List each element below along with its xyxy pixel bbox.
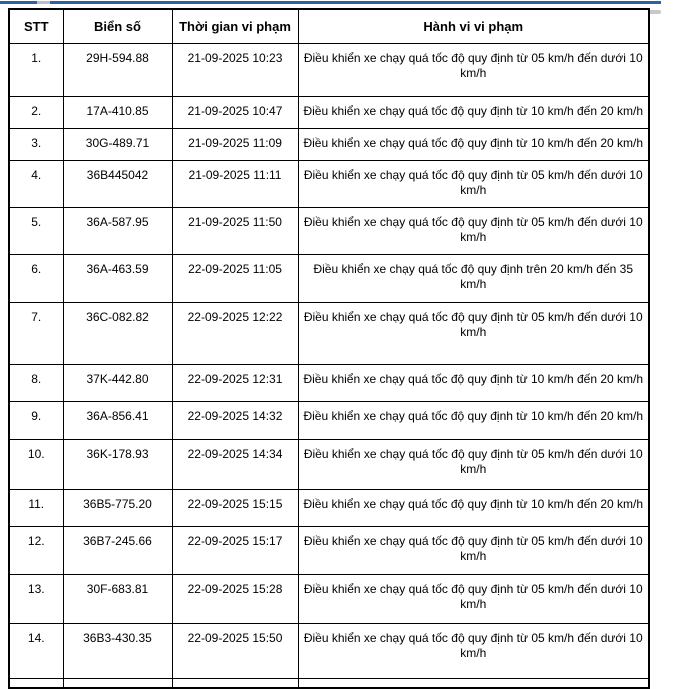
license-plate: 36A-463.59 [63,255,172,303]
violation-behavior: Điều khiển xe chạy quá tốc độ quy định từ 05 km/h đến dưới 10 km/h [298,161,649,208]
violation-behavior: Điều khiển xe chạy quá tốc độ quy định từ 10 km/h đến 20 km/h [298,402,649,440]
row-index: 8. [9,365,63,402]
license-plate: 36A-856.41 [63,402,172,440]
empty-cell [172,679,298,689]
violation-behavior: Điều khiển xe chạy quá tốc độ quy định từ 10 km/h đến 20 km/h [298,365,649,402]
row-index: 10. [9,440,63,490]
violation-behavior: Điều khiển xe chạy quá tốc độ quy định từ 05 km/h đến dưới 10 km/h [298,575,649,624]
row-index: 14. [9,624,63,679]
violation-time: 22-09-2025 12:31 [172,365,298,402]
violation-behavior: Điều khiển xe chạy quá tốc độ quy định từ 05 km/h đến dưới 10 km/h [298,527,649,575]
table-row [9,208,649,255]
violation-behavior: Điều khiển xe chạy quá tốc độ quy định từ 05 km/h đến dưới 10 km/h [298,440,649,490]
violation-time: 22-09-2025 15:50 [172,624,298,679]
header-violation-behavior: Hành vi vi phạm [298,9,649,44]
row-index: 4. [9,161,63,208]
row-index: 6. [9,255,63,303]
violation-time: 21-09-2025 10:23 [172,44,298,97]
header-row [9,9,649,44]
violation-time: 22-09-2025 14:34 [172,440,298,490]
violation-time: 22-09-2025 15:17 [172,527,298,575]
violations-table-body [9,44,649,689]
header-violation-time: Thời gian vi phạm [172,9,298,44]
violation-behavior: Điều khiển xe chạy quá tốc độ quy định từ 05 km/h đến dưới 10 km/h [298,44,649,97]
table-row-partial [9,679,649,689]
table-header [9,9,649,44]
violation-time: 22-09-2025 14:32 [172,402,298,440]
license-plate: 17A-410.85 [63,97,172,129]
license-plate: 30F-683.81 [63,575,172,624]
top-accent-bar-notch [37,1,50,4]
row-index: 12. [9,527,63,575]
table-row [9,440,649,490]
violation-time: 21-09-2025 11:50 [172,208,298,255]
table-row [9,129,649,161]
row-index: 7. [9,303,63,365]
violation-behavior: Điều khiển xe chạy quá tốc độ quy định từ 10 km/h đến 20 km/h [298,129,649,161]
empty-cell [9,679,63,689]
row-index: 1. [9,44,63,97]
top-accent-bar [0,1,661,4]
violation-time: 21-09-2025 10:47 [172,97,298,129]
license-plate: 36B5-775.20 [63,490,172,527]
table-row [9,303,649,365]
table-row [9,624,649,679]
license-plate: 36A-587.95 [63,208,172,255]
violation-time: 22-09-2025 11:05 [172,255,298,303]
row-index: 11. [9,490,63,527]
row-index: 9. [9,402,63,440]
violation-time: 22-09-2025 15:15 [172,490,298,527]
violation-time: 22-09-2025 15:28 [172,575,298,624]
violation-behavior: Điều khiển xe chạy quá tốc độ quy định từ 10 km/h đến 20 km/h [298,97,649,129]
row-index: 3. [9,129,63,161]
table-row [9,402,649,440]
empty-cell [298,679,649,689]
row-index: 5. [9,208,63,255]
license-plate: 36C-082.82 [63,303,172,365]
violation-behavior: Điều khiển xe chạy quá tốc độ quy định từ 10 km/h đến 20 km/h [298,490,649,527]
table-row [9,490,649,527]
table-row [9,527,649,575]
violation-behavior: Điều khiển xe chạy quá tốc độ quy định từ 05 km/h đến dưới 10 km/h [298,624,649,679]
license-plate: 29H-594.88 [63,44,172,97]
violation-behavior: Điều khiển xe chạy quá tốc độ quy định trên 20 km/h đến 35 km/h [298,255,649,303]
license-plate: 36K-178.93 [63,440,172,490]
table-row [9,255,649,303]
license-plate: 36B7-245.66 [63,527,172,575]
violation-time: 21-09-2025 11:09 [172,129,298,161]
violations-table [8,8,650,689]
license-plate: 37K-442.80 [63,365,172,402]
violation-behavior: Điều khiển xe chạy quá tốc độ quy định từ 05 km/h đến dưới 10 km/h [298,303,649,365]
table-row [9,161,649,208]
table-row [9,575,649,624]
license-plate: 36B3-430.35 [63,624,172,679]
empty-cell [63,679,172,689]
license-plate: 36B445042 [63,161,172,208]
table-row [9,44,649,97]
license-plate: 30G-489.71 [63,129,172,161]
violation-behavior: Điều khiển xe chạy quá tốc độ quy định từ 05 km/h đến dưới 10 km/h [298,208,649,255]
row-index: 2. [9,97,63,129]
header-license-plate: Biển số [63,9,172,44]
header-stt: STT [9,9,63,44]
violation-time: 21-09-2025 11:11 [172,161,298,208]
violation-time: 22-09-2025 12:22 [172,303,298,365]
table-row [9,365,649,402]
row-index: 13. [9,575,63,624]
table-row [9,97,649,129]
